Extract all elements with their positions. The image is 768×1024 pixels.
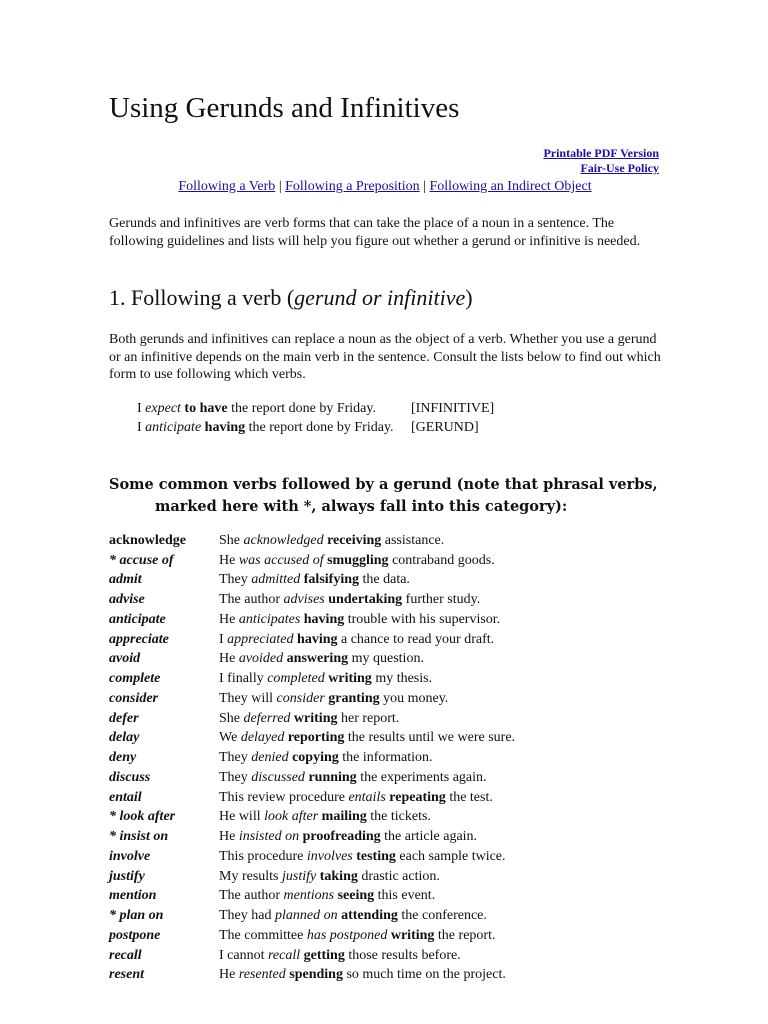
verb-term: admit (109, 572, 142, 588)
verb-example-sentence: They admitted falsifying the data. (219, 572, 410, 588)
nav-following-indirect-object-link[interactable]: Following an Indirect Object (429, 179, 592, 194)
verb-row (109, 669, 515, 689)
fair-use-policy-link[interactable]: Fair-Use Policy (580, 161, 659, 175)
verb-example-sentence: They will consider granting you money. (219, 690, 449, 706)
example-tag: [GERUND] (411, 419, 479, 435)
verb-term: resent (109, 967, 144, 983)
verb-example-sentence: They discussed running the experiments again. (219, 769, 487, 785)
verb-row (109, 531, 515, 551)
verb-row (109, 788, 515, 808)
verb-term: entail (109, 789, 142, 805)
verb-row (109, 906, 515, 926)
verb-term: * insist on (109, 829, 169, 845)
example-row (137, 400, 494, 419)
verb-row (109, 827, 515, 847)
verb-row (109, 650, 515, 670)
example-sentences (137, 400, 494, 437)
example-sentence: I expect to have the report done by Friday. (137, 401, 376, 416)
verb-example-sentence: She deferred writing her report. (219, 710, 400, 726)
verb-row (109, 887, 515, 907)
verb-term: involve (109, 848, 151, 864)
intro-paragraph: Gerunds and infinitives are verb forms that can take the place of a noun in a sentence. The following guidelines and lists will help you figure out whether a gerund or infinitive is needed. (109, 216, 641, 249)
verb-row (109, 709, 515, 729)
verb-row (109, 610, 515, 630)
verb-row (109, 946, 515, 966)
verb-row (109, 748, 515, 768)
verb-example-sentence: She acknowledged receiving assistance. (219, 532, 445, 548)
verb-example-sentence: The committee has postponed writing the report. (219, 927, 496, 943)
verb-example-sentence: My results justify taking drastic action. (219, 868, 440, 884)
verb-example-sentence: This procedure involves testing each sample twice. (219, 848, 506, 864)
verb-term: delay (109, 730, 140, 746)
verb-term: consider (109, 690, 158, 706)
verb-term: mention (109, 888, 157, 904)
verb-row (109, 630, 515, 650)
verb-term: justify (109, 868, 145, 884)
verb-example-sentence: He resented spending so much time on the project. (219, 967, 506, 983)
nav-separator: | (278, 179, 286, 194)
verb-row (109, 847, 515, 867)
verb-term: defer (109, 710, 139, 726)
verb-term: deny (109, 750, 137, 766)
verb-term: * look after (109, 809, 176, 825)
verb-term: acknowledge (109, 532, 186, 548)
verb-example-sentence: They denied copying the information. (219, 750, 433, 766)
verb-term: discuss (109, 769, 151, 785)
verb-example-sentence: I appreciated having a chance to read your draft. (219, 631, 495, 647)
nav-following-preposition-link[interactable]: Following a Preposition (285, 179, 420, 194)
verb-example-sentence: He anticipates having trouble with his supervisor. (219, 611, 501, 627)
side-links (543, 146, 659, 176)
verb-term: avoid (109, 651, 141, 667)
verb-example-sentence: They had planned on attending the conference. (219, 908, 487, 924)
example-tag: [INFINITIVE] (411, 401, 495, 416)
verb-row (109, 867, 515, 887)
verb-example-sentence: The author advises undertaking further study. (219, 592, 481, 608)
nav-following-verb-link[interactable]: Following a Verb (178, 179, 276, 194)
verb-example-sentence: I finally completed writing my thesis. (219, 671, 433, 687)
verb-term: postpone (109, 927, 161, 943)
verb-example-sentence: He avoided answering my question. (219, 651, 424, 667)
verb-row (109, 926, 515, 946)
verb-row (109, 551, 515, 571)
verb-row (109, 571, 515, 591)
verb-term: advise (109, 592, 145, 608)
section-1-heading: 1. Following a verb (gerund or infinitive) (109, 285, 473, 310)
section-nav (109, 179, 661, 195)
verb-example-sentence: We delayed reporting the results until we were sure. (219, 730, 516, 746)
verb-term: appreciate (109, 631, 169, 647)
gerund-verb-table (109, 531, 515, 985)
verb-row (109, 808, 515, 828)
example-row (137, 419, 494, 438)
nav-separator: | (423, 179, 430, 194)
verb-example-sentence: This review procedure entails repeating the test. (219, 789, 493, 805)
example-sentence: I anticipate having the report done by Friday. (137, 419, 394, 435)
verb-example-sentence: I cannot recall getting those results before. (219, 947, 461, 963)
verb-row (109, 768, 515, 788)
gerund-list-heading: Some common verbs followed by a gerund (note that phrasal verbs, marked here with *, always fall into this category): (109, 476, 658, 515)
verb-row (109, 689, 515, 709)
printable-pdf-link[interactable]: Printable PDF Version (543, 146, 659, 160)
verb-term: * accuse of (109, 552, 174, 568)
verb-term: complete (109, 671, 161, 687)
verb-term: recall (109, 947, 142, 963)
page-title: Using Gerunds and Infinitives (109, 92, 460, 124)
verb-example-sentence: He will look after mailing the tickets. (219, 809, 431, 825)
verb-example-sentence: The author mentions seeing this event. (219, 888, 436, 904)
verb-example-sentence: He insisted on proofreading the article again. (219, 829, 478, 845)
verb-row (109, 590, 515, 610)
verb-row (109, 966, 515, 986)
verb-term: anticipate (109, 611, 166, 627)
verb-example-sentence: He was accused of smuggling contraband goods. (219, 552, 495, 568)
section-1-paragraph: Both gerunds and infinitives can replace a noun as the object of a verb. Whether you use a gerund or an infinitive depends on the main verb in the sentence. Consult the lists below to find out which form to use following which verbs. (109, 332, 661, 382)
verb-term: * plan on (109, 908, 164, 924)
verb-row (109, 729, 515, 749)
